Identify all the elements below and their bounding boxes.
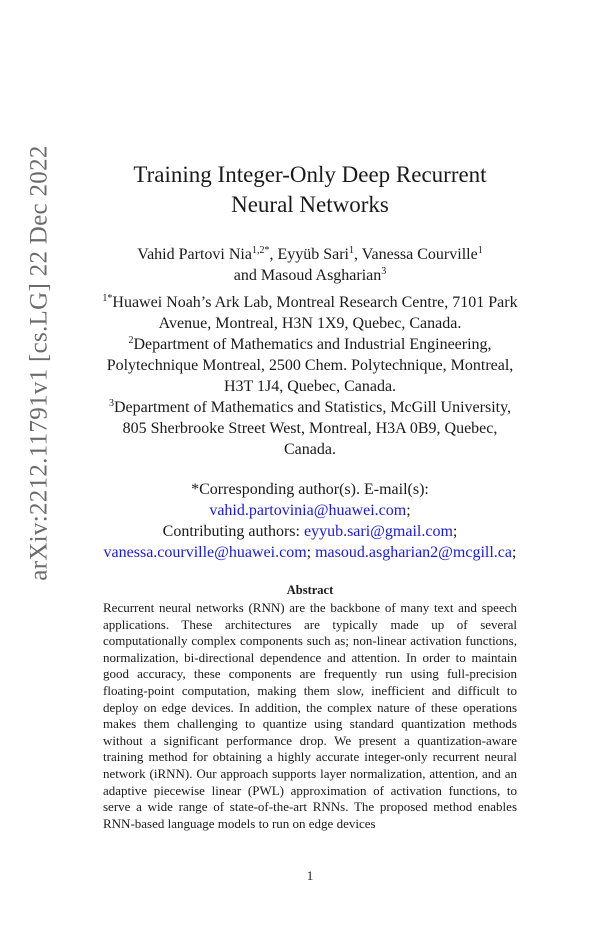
affiliation-line: Avenue, Montreal, H3N 1X9, Quebec, Canada. — [158, 315, 462, 332]
email-link-sari[interactable]: eyyub.sari@gmail.com — [303, 523, 453, 540]
affiliation-line: Huawei Noah’s Ark Lab, Montreal Research Centre, 7101 Park — [112, 294, 518, 311]
contributing-emails-line — [90, 542, 530, 563]
email-link-courville[interactable]: vanessa.courville@huawei.com — [103, 544, 307, 561]
arxiv-identifier-stamp — [20, 118, 60, 608]
affiliation-2 — [90, 334, 530, 355]
author-name: Vahid Partovi Nia — [137, 246, 252, 263]
contributing-label: Contributing authors: — [162, 523, 304, 540]
affiliation-3 — [90, 397, 530, 418]
corresponding-email-line — [90, 500, 530, 521]
author-name: and Masoud Asgharian — [233, 267, 382, 284]
email-separator: ; — [306, 544, 312, 561]
affiliation-superscript: 2 — [128, 335, 134, 346]
corresponding-label: *Corresponding author(s). E-mail(s): — [191, 481, 429, 498]
affiliation-superscript: 1* — [102, 293, 113, 304]
correspondence-block — [90, 479, 530, 563]
author-line-2 — [90, 265, 530, 286]
page-number: 1 — [306, 868, 314, 883]
affiliation-line: Polytechnique Montreal, 2500 Chem. Polytechnique, Montreal, — [106, 357, 514, 374]
email-separator: ; — [452, 523, 458, 540]
affiliation-superscript: 3 — [108, 398, 114, 409]
author-name: , Vanessa Courville — [354, 246, 478, 263]
affiliation-line: 805 Sherbrooke Street West, Montreal, H3A 0B9, Quebec, — [122, 420, 498, 437]
title-line-2: Neural Networks — [231, 192, 389, 217]
author-line-1 — [90, 244, 530, 265]
arxiv-identifier-text: arXiv:2212.11791v1 [cs.LG] 22 Dec 2022 — [26, 145, 54, 581]
abstract-body: Recurrent neural networks (RNN) are the backbone of many text and speech applications. These architectures are typically made up of several computationally complex components such as; non-linear activation functions, normalization, bi-directional dependence and attention. In order to maintain good accuracy, these components are frequently run using full-precision floating-point computation, making them slow, inefficient and difficult to deploy on edge devices. In addition, the complex nature of these operations makes them challenging to quantize using standard quantization methods without a significant performance drop. We present a quantization-aware training method for obtaining a highly accurate integer-only recurrent neural network (iRNN). Our approach supports layer normalization, attention, and an adaptive piecewise linear (PWL) approximation of activation functions, to serve a wide range of state-of-the-art RNNs. The proposed method enables RNN-based language models to run on edge devices — [103, 600, 517, 831]
email-separator: ; — [406, 502, 411, 519]
affiliation-line: H3T 1J4, Quebec, Canada. — [223, 378, 397, 395]
author-list — [90, 244, 530, 286]
author-superscript: 1 — [349, 245, 354, 256]
affiliation-1 — [90, 292, 530, 313]
abstract-heading: Abstract — [286, 583, 334, 597]
affiliation-line: Department of Mathematics and Industrial Engineering, — [133, 336, 492, 353]
email-separator: ; — [512, 544, 517, 561]
paper-title — [90, 160, 530, 220]
title-line-1: Training Integer-Only Deep Recurrent — [133, 162, 487, 187]
author-superscript: 3 — [381, 266, 387, 277]
contributing-authors-line — [90, 521, 530, 542]
author-superscript: 1 — [477, 245, 483, 256]
author-superscript: 1,2* — [251, 245, 270, 256]
affiliation-line: Department of Mathematics and Statistics, McGill University, — [113, 399, 512, 416]
email-link-partovinia[interactable]: vahid.partovinia@huawei.com — [209, 502, 407, 519]
affiliation-list — [90, 292, 530, 460]
affiliation-line: Canada. — [284, 441, 336, 458]
author-name: , Eyyüb Sari — [269, 246, 349, 263]
email-link-asgharian[interactable]: masoud.asgharian2@mcgill.ca — [315, 544, 512, 561]
